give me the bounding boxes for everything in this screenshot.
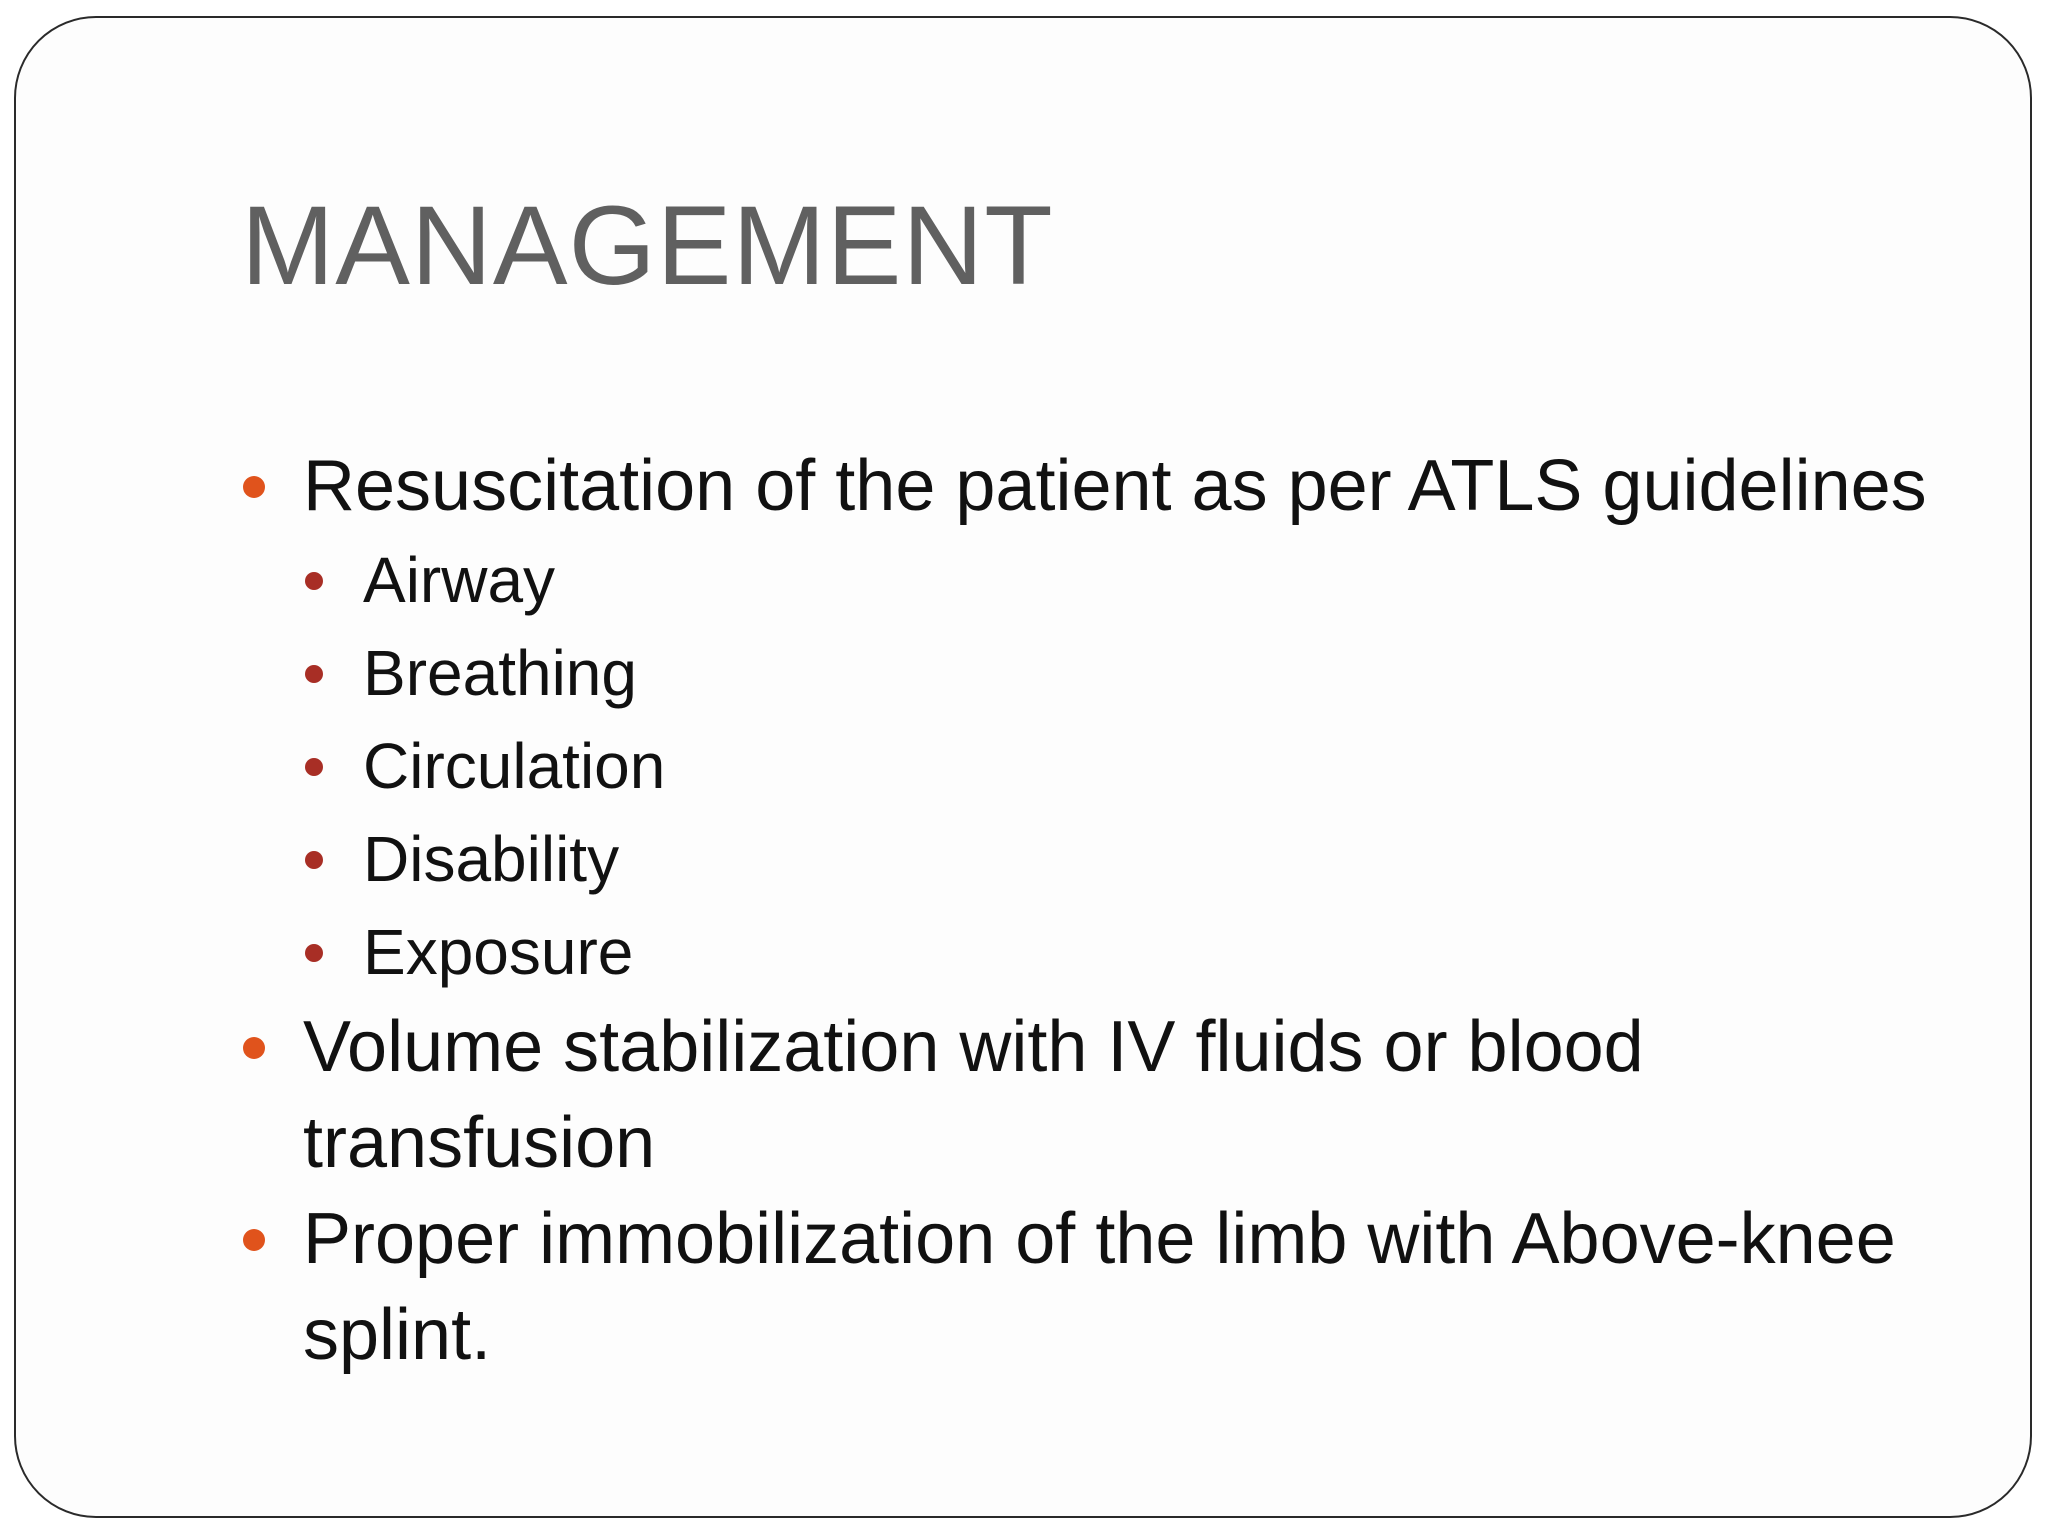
bullet-item	[241, 438, 1941, 999]
sub-bullet-item	[301, 720, 1941, 813]
sub-bullet-item	[301, 627, 1941, 720]
sub-bullet-item	[301, 534, 1941, 627]
bullet-dot-icon	[243, 1037, 265, 1059]
bullet-item	[241, 999, 1941, 1191]
sub-bullet-item	[301, 813, 1941, 906]
sub-bullet-text: Circulation	[363, 730, 666, 802]
bullet-list	[241, 438, 1941, 1383]
bullet-text: Resuscitation of the patient as per ATLS guidelines	[303, 446, 1927, 526]
bullet-item	[241, 1191, 1941, 1383]
sub-bullet-text: Breathing	[363, 637, 637, 709]
sub-bullet-dot-icon	[305, 851, 323, 869]
sub-bullet-list	[301, 534, 1941, 999]
bullet-dot-icon	[243, 476, 265, 498]
bullet-text: Volume stabilization with IV fluids or blood transfusion	[303, 1007, 1644, 1183]
bullet-dot-icon	[243, 1229, 265, 1251]
slide-title: MANAGEMENT	[241, 183, 1054, 308]
slide-frame	[14, 16, 2032, 1518]
sub-bullet-text: Airway	[363, 544, 556, 616]
sub-bullet-dot-icon	[305, 572, 323, 590]
sub-bullet-dot-icon	[305, 665, 323, 683]
sub-bullet-dot-icon	[305, 944, 323, 962]
sub-bullet-item	[301, 906, 1941, 999]
sub-bullet-text: Disability	[363, 823, 620, 895]
bullet-text: Proper immobilization of the limb with Above-knee splint.	[303, 1199, 1896, 1375]
sub-bullet-dot-icon	[305, 758, 323, 776]
sub-bullet-text: Exposure	[363, 916, 634, 988]
